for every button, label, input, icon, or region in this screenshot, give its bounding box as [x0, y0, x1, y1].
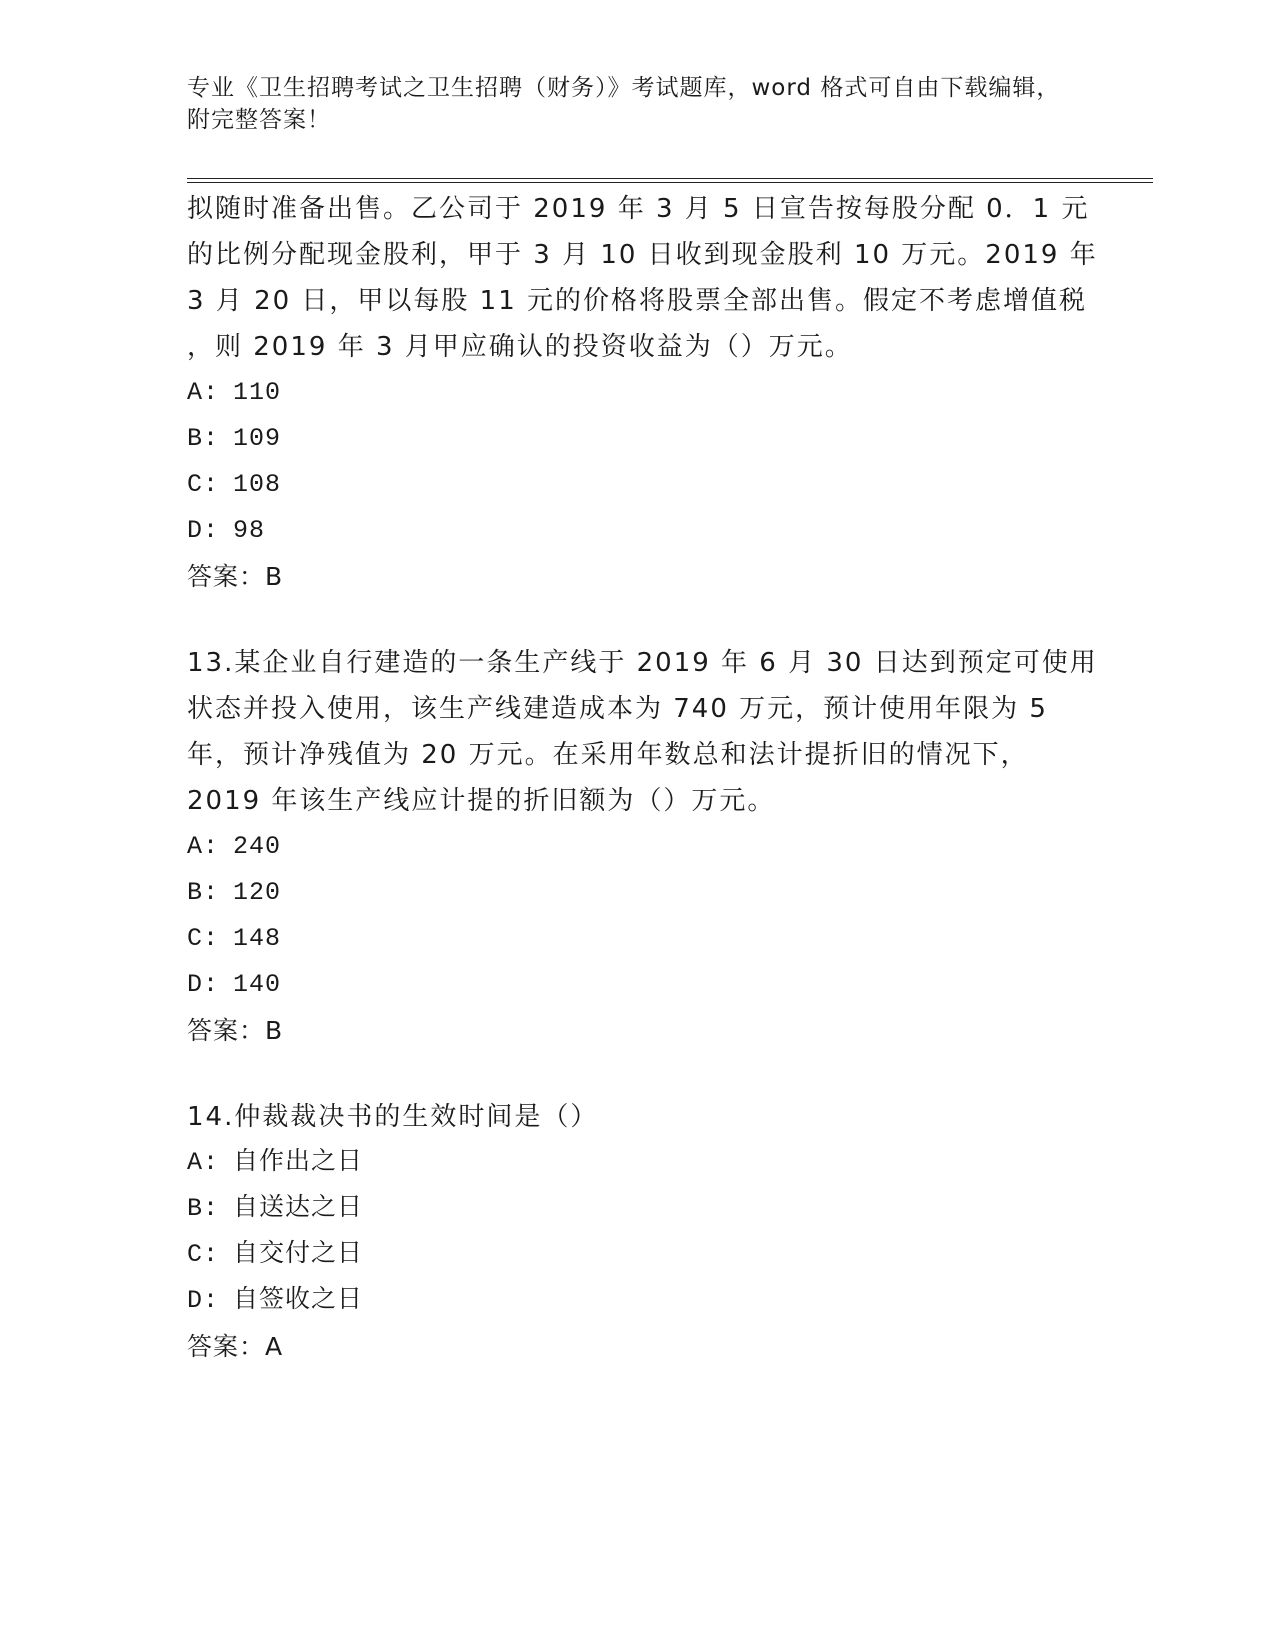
question-stem-line: 状态并投入使用，该生产线建造成本为 740 万元，预计使用年限为 5 — [187, 694, 1048, 724]
question-stem-line: 13.某企业自行建造的一条生产线于 2019 年 6 月 30 日达到预定可使用 — [187, 648, 1098, 678]
question-stem-line: 年，预计净残值为 20 万元。在采用年数总和法计提折旧的情况下， — [187, 740, 1029, 770]
option-text: 自交付之日 — [233, 1240, 364, 1269]
option-text: 140 — [233, 970, 282, 999]
option-key: C: — [187, 924, 220, 953]
header-divider-bottom — [187, 182, 1153, 183]
question-12-block — [187, 186, 1098, 600]
option-key: B: — [187, 878, 220, 907]
option-key: A: — [187, 378, 220, 407]
answer-line: 答案：B — [187, 1016, 284, 1045]
option-b — [187, 1186, 1087, 1232]
option-text: 240 — [233, 832, 282, 861]
option-a — [187, 1140, 1087, 1186]
option-key: A: — [187, 832, 220, 861]
question-13-block — [187, 640, 1098, 1054]
question-stem-line: 拟随时准备出售。乙公司于 2019 年 3 月 5 日宣告按每股分配 0．1 元 — [187, 194, 1090, 224]
answer-line: 答案：B — [187, 562, 284, 591]
question-stem-line: ，则 2019 年 3 月甲应确认的投资收益为（）万元。 — [187, 332, 853, 362]
question-stem-line: 3 月 20 日，甲以每股 11 元的价格将股票全部出售。假定不考虑增值税 — [187, 286, 1088, 316]
option-b — [187, 870, 1087, 916]
option-key: B: — [187, 424, 220, 453]
option-d — [187, 1278, 1087, 1324]
option-text: 自作出之日 — [233, 1148, 364, 1177]
option-text: 110 — [233, 378, 282, 407]
option-c — [187, 916, 1087, 962]
option-text: 109 — [233, 424, 282, 453]
option-text: 98 — [233, 516, 266, 545]
question-stem-line: 的比例分配现金股利，甲于 3 月 10 日收到现金股利 10 万元。2019 年 — [187, 240, 1098, 270]
option-key: A: — [187, 1148, 220, 1177]
option-d — [187, 962, 1087, 1008]
header-divider-top — [187, 178, 1153, 179]
question-14-block — [187, 1094, 1087, 1370]
option-key: D: — [187, 1286, 220, 1315]
option-d — [187, 508, 1087, 554]
option-text: 148 — [233, 924, 282, 953]
option-c — [187, 462, 1087, 508]
question-stem-line: 2019 年该生产线应计提的折旧额为（）万元。 — [187, 786, 776, 816]
option-b — [187, 416, 1087, 462]
question-stem-line: 14.仲裁裁决书的生效时间是（） — [187, 1102, 599, 1132]
answer-line: 答案：A — [187, 1332, 284, 1361]
option-key: D: — [187, 516, 220, 545]
option-c — [187, 1232, 1087, 1278]
option-key: C: — [187, 470, 220, 499]
option-key: B: — [187, 1194, 220, 1223]
option-text: 108 — [233, 470, 282, 499]
option-a — [187, 370, 1087, 416]
option-key: D: — [187, 970, 220, 999]
document-header: 专业《卫生招聘考试之卫生招聘（财务）》考试题库，word 格式可自由下载编辑，附完整答案！ — [187, 75, 1061, 133]
option-text: 自签收之日 — [233, 1286, 364, 1315]
option-a — [187, 824, 1087, 870]
option-key: C: — [187, 1240, 220, 1269]
option-text: 120 — [233, 878, 282, 907]
option-text: 自送达之日 — [233, 1194, 364, 1223]
